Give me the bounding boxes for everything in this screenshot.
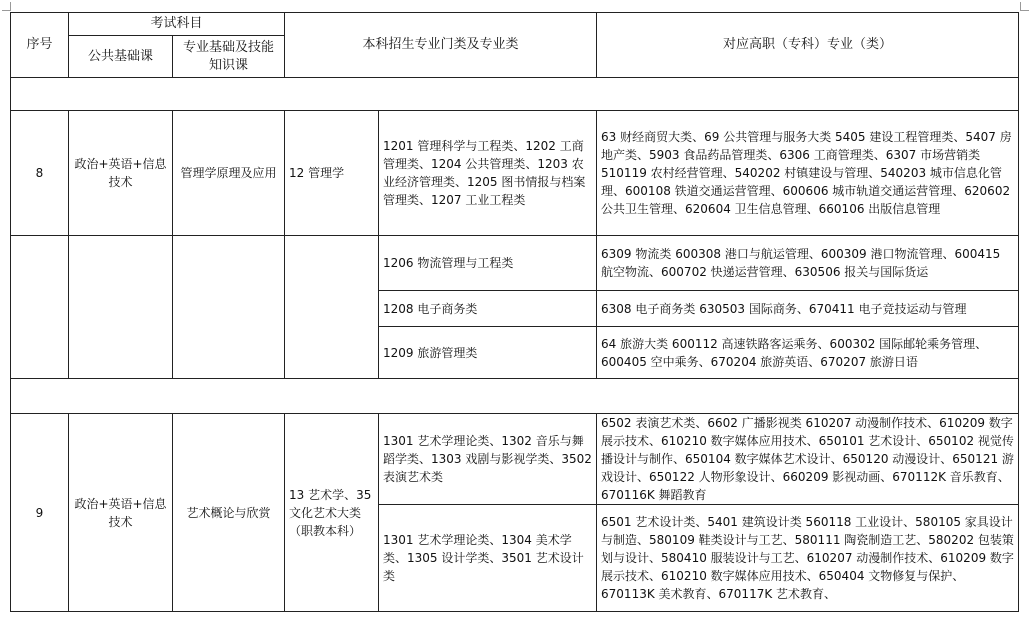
row8-prof-cont bbox=[173, 236, 285, 379]
spacer-row bbox=[11, 78, 1019, 111]
row8-vocational-3: 6308 电子商务类 630503 国际商务、670411 电子竞技运动与管理 bbox=[597, 291, 1019, 327]
row8-professional-course: 管理学原理及应用 bbox=[173, 111, 285, 236]
header-seq: 序号 bbox=[11, 13, 69, 78]
table-row bbox=[11, 414, 1019, 505]
row9-undergrad-2: 1301 艺术学理论类、1304 美术学类、1305 设计学类、3501 艺术设计类 bbox=[379, 505, 597, 612]
table-row bbox=[11, 111, 1019, 236]
spacer-row bbox=[11, 379, 1019, 414]
row8-vocational-4: 64 旅游大类 600112 高速铁路客运乘务、600302 国际邮轮乘务管理、600405 空中乘务、670204 旅游英语、670207 旅游日语 bbox=[597, 327, 1019, 379]
row8-category: 12 管理学 bbox=[285, 111, 379, 236]
spacer-cell bbox=[11, 379, 1019, 414]
spacer-cell bbox=[11, 78, 1019, 111]
header-public-course: 公共基础课 bbox=[69, 36, 173, 78]
header-undergrad-category: 本科招生专业门类及专业类 bbox=[285, 13, 597, 78]
row8-public-course: 政治+英语+信息技术 bbox=[69, 111, 173, 236]
row9-undergrad-1: 1301 艺术学理论类、1302 音乐与舞蹈学类、1303 戏剧与影视学类、3502 表演艺术类 bbox=[379, 414, 597, 505]
row8-seq: 8 bbox=[11, 111, 69, 236]
row9-category: 13 艺术学、35 文化艺术大类（职教本科） bbox=[285, 414, 379, 612]
row9-vocational-1: 6502 表演艺术类、6602 广播影视类 610207 动漫制作技术、610209 数字展示技术、610210 数字媒体应用技术、650101 艺术设计、650102 视觉传播设计与制作、650104 数字媒体艺术设计、650120 动漫设计、650121 游戏设计、650122 人物形象设计、660209 影视动画、670112K 音乐教育、670116K 舞蹈教育 bbox=[597, 414, 1019, 505]
page-corner-mark bbox=[2, 2, 11, 11]
row9-professional-course: 艺术概论与欣赏 bbox=[173, 414, 285, 612]
row8-undergrad-1: 1201 管理科学与工程类、1202 工商管理类、1204 公共管理类、1203 农业经济管理类、1205 图书情报与档案管理类、1207 工业工程类 bbox=[379, 111, 597, 236]
subject-mapping-table bbox=[10, 12, 1019, 612]
header-exam-subjects: 考试科目 bbox=[69, 13, 285, 36]
row8-undergrad-2: 1206 物流管理与工程类 bbox=[379, 236, 597, 291]
table-header-row bbox=[11, 13, 1019, 36]
page-corner-mark bbox=[1020, 2, 1029, 11]
row9-public-course: 政治+英语+信息技术 bbox=[69, 414, 173, 612]
header-vocational-major: 对应高职（专科）专业（类） bbox=[597, 13, 1019, 78]
row9-vocational-2: 6501 艺术设计类、5401 建筑设计类 560118 工业设计、580105 家具设计与制造、580109 鞋类设计与工艺、580111 陶瓷制造工艺、580202 包装策划与设计、580410 服装设计与工艺、610207 动漫制作技术、610209 数字展示技术、610210 数字媒体应用技术、650404 文物修复与保护、670113K 美术教育、670117K 艺术教育、 bbox=[597, 505, 1019, 612]
row8-undergrad-3: 1208 电子商务类 bbox=[379, 291, 597, 327]
row8-vocational-2: 6309 物流类 600308 港口与航运管理、600309 港口物流管理、600415 航空物流、600702 快递运营管理、630506 报关与国际货运 bbox=[597, 236, 1019, 291]
row9-seq: 9 bbox=[11, 414, 69, 612]
header-professional-course: 专业基础及技能知识课 bbox=[173, 36, 285, 78]
row8-public-cont bbox=[69, 236, 173, 379]
row8-seq-cont bbox=[11, 236, 69, 379]
table-row bbox=[11, 236, 1019, 291]
row8-category-cont bbox=[285, 236, 379, 379]
row8-vocational-1: 63 财经商贸大类、69 公共管理与服务大类 5405 建设工程管理类、5407 房地产类、5903 食品药品管理类、6306 工商管理类、6307 市场营销类 510119 农村经营管理、540202 村镇建设与管理、540203 城市信息化管理、600108 铁道交通运营管理、600606 城市轨道交通运营管理、620602 公共卫生管理、620604 卫生信息管理、660106 出版信息管理 bbox=[597, 111, 1019, 236]
row8-undergrad-4: 1209 旅游管理类 bbox=[379, 327, 597, 379]
